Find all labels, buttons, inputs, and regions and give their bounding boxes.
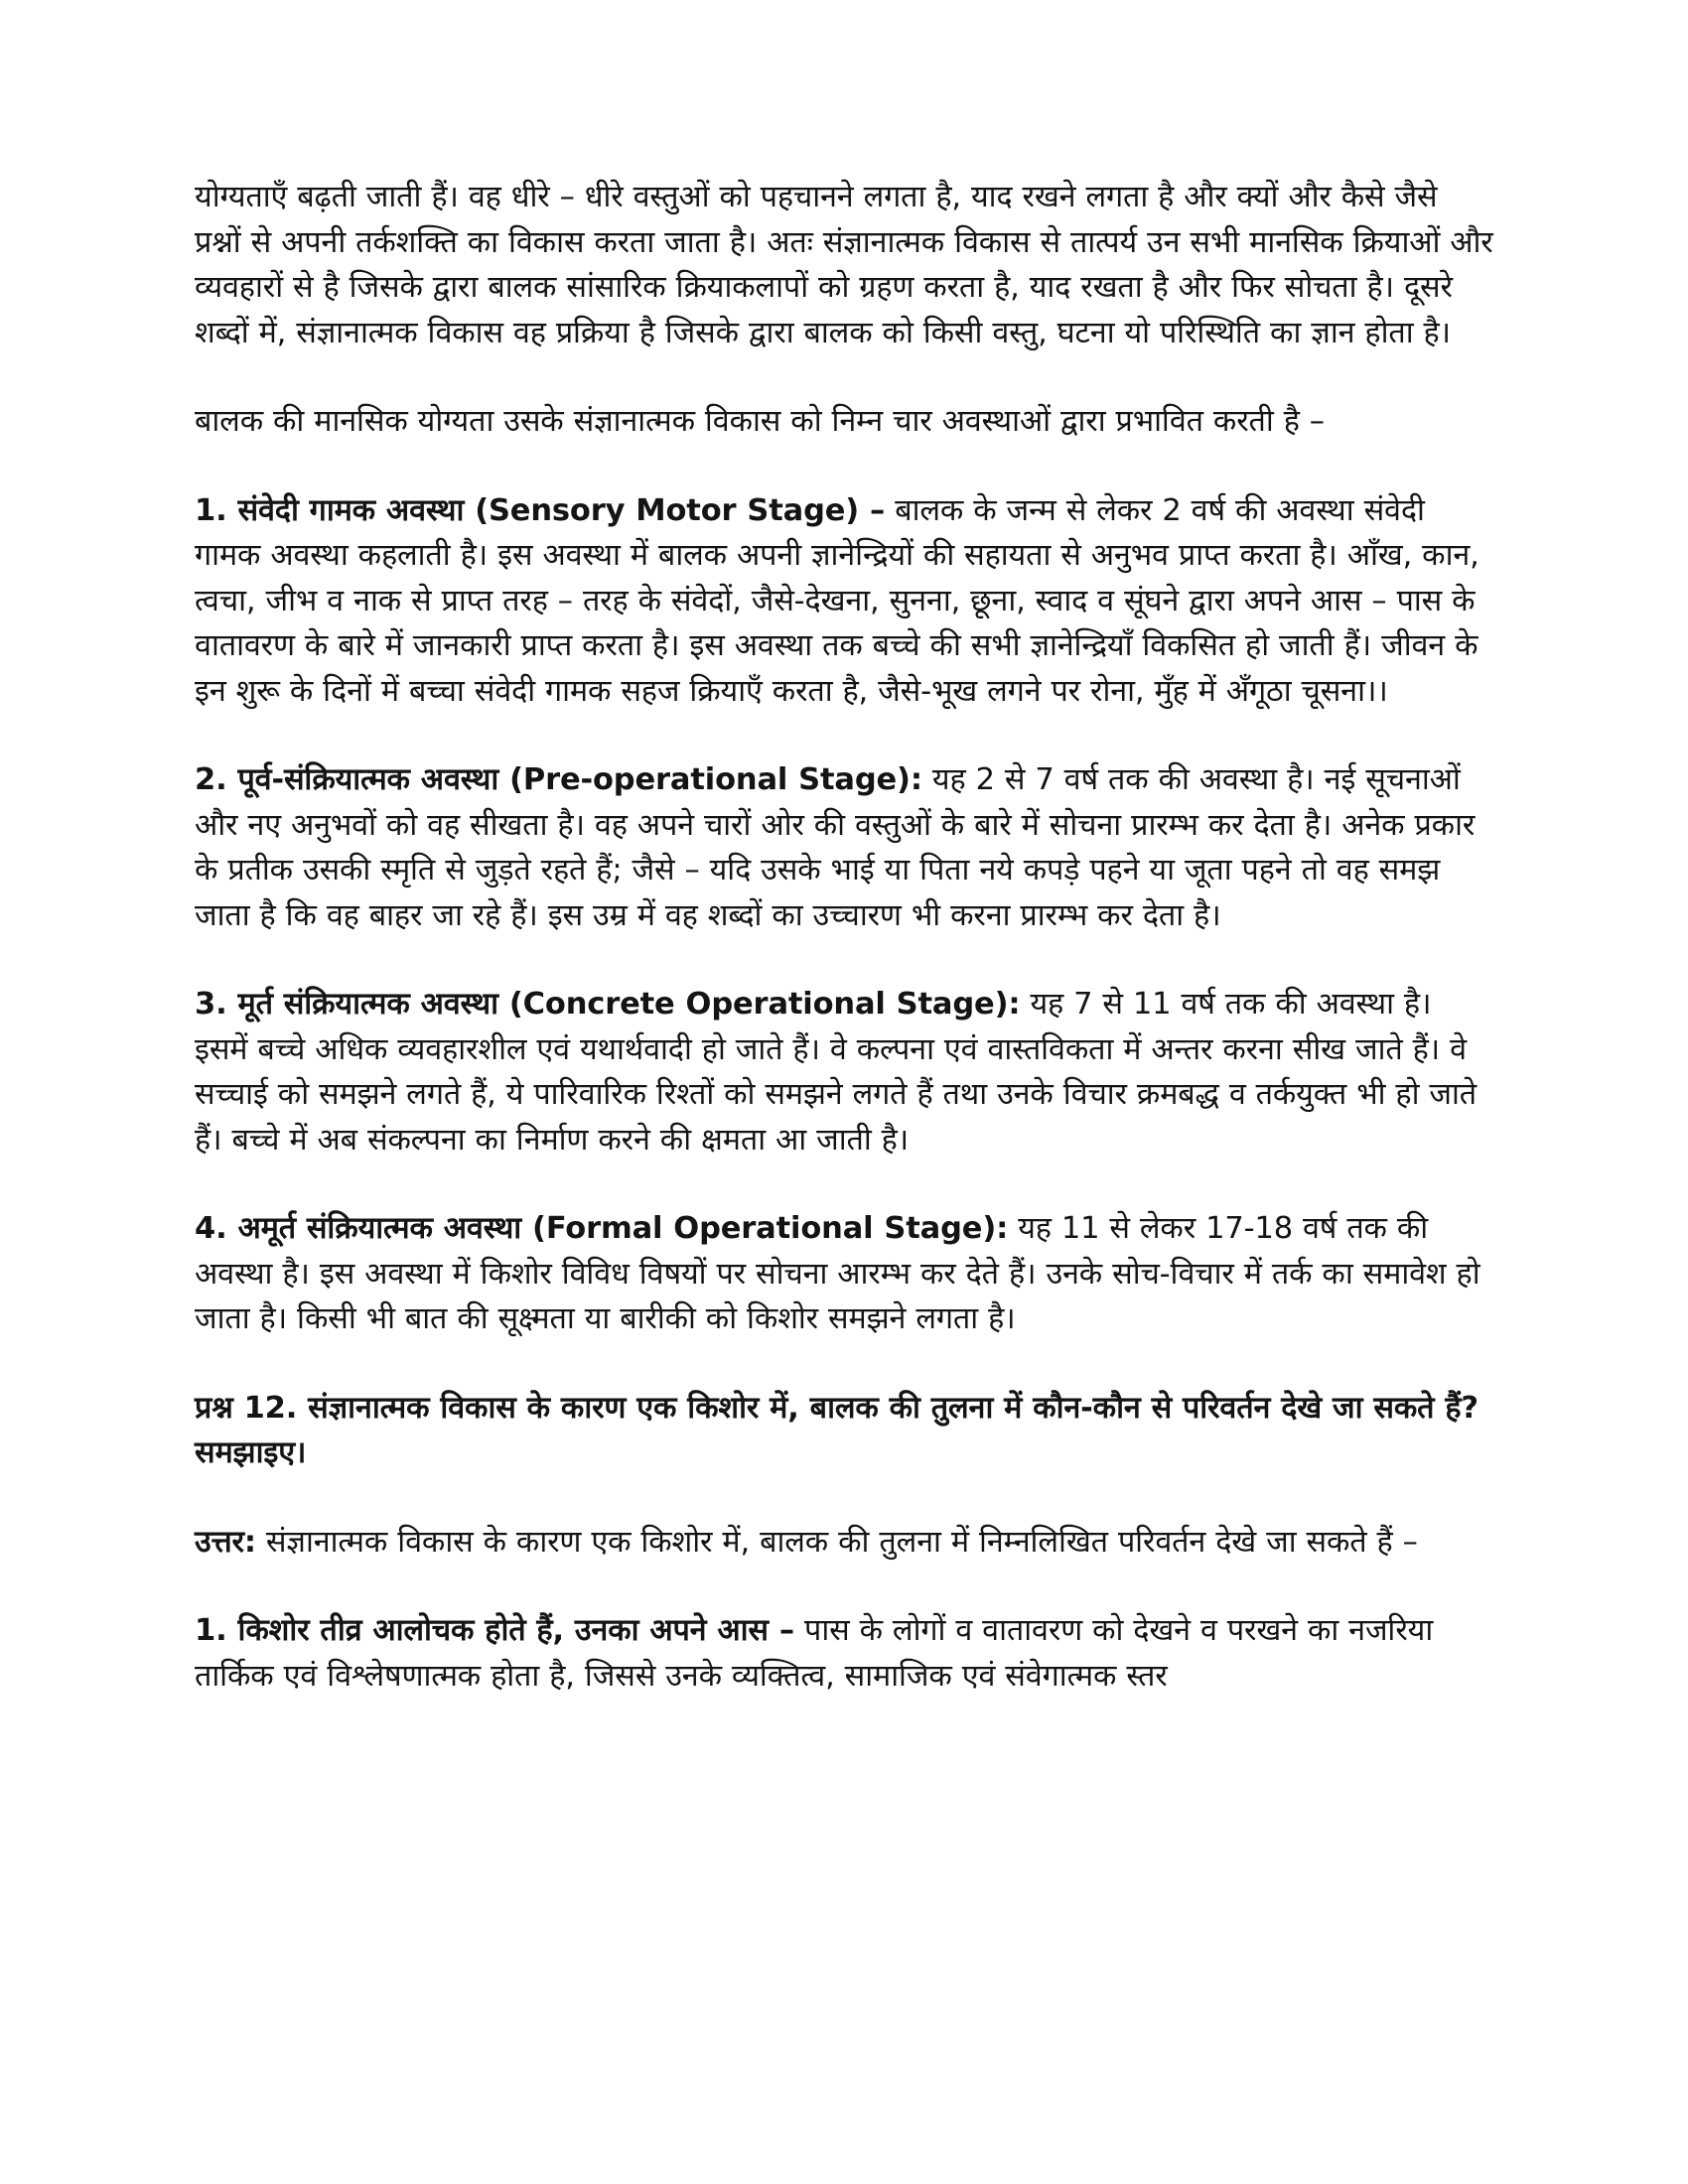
stage-item-3 bbox=[195, 982, 1493, 1162]
stage-item-4 bbox=[195, 1206, 1493, 1342]
answer-point-1 bbox=[195, 1608, 1493, 1699]
stage-3-text: यह 7 से 11 वर्ष तक की अवस्था है। इसमें बच्चे अधिक व्यवहारशील एवं यथार्थवादी हो जाते हैं। वे कल्पना एवं वास्तविकता में अन्तर करना सीख जाते हैं। वे सच्चाई को समझने लगते हैं, ये पारिवारिक रिश्तों को समझने लगते हैं तथा उनके विचार क्रमबद्ध व तर्कयुक्त भी हो जाते हैं। बच्चे में अब संकल्पना का निर्माण करने की क्षमता आ जाती है। bbox=[195, 987, 1477, 1158]
intro-paragraph-text: योग्यताएँ बढ़ती जाती हैं। वह धीरे – धीरे वस्तुओं को पहचानने लगता है, याद रखने लगता है और क्यों और कैसे जैसे प्रश्नों से अपनी तर्कशक्ति का विकास करता जाता है। अतः संज्ञानात्मक विकास से तात्पर्य उन सभी मानसिक क्रियाओं और व्यवहारों से है जिसके द्वारा बालक सांसारिक क्रियाकलापों को ग्रहण करता है, याद रखता है और फिर सोचता है। दूसरे शब्दों में, संज्ञानात्मक विकास वह प्रक्रिया है जिसके द्वारा बालक को किसी वस्तु, घटना यो परिस्थिति का ज्ञान होता है। bbox=[195, 180, 1493, 350]
stage-4-text: यह 11 से लेकर 17-18 वर्ष तक की अवस्था है। इस अवस्था में किशोर विविध विषयों पर सोचना आरम्भ कर देते हैं। उनके सोच-विचार में तर्क का समावेश हो जाता है। किसी भी बात की सूक्ष्मता या बारीकी को किशोर समझने लगता है। bbox=[195, 1211, 1480, 1336]
question-12-text: संज्ञानात्मक विकास के कारण एक किशोर में, बालक की तुलना में कौन-कौन से परिवर्तन देखे जा सकते हैं? समझाइए। bbox=[195, 1390, 1478, 1470]
question-12-label: प्रश्न 12. bbox=[195, 1390, 298, 1426]
stage-4-heading: 4. अमूर्त संक्रियात्मक अवस्था (Formal Operational Stage): bbox=[195, 1211, 1009, 1246]
stages-intro-text: बालक की मानसिक योग्यता उसके संज्ञानात्मक विकास को निम्न चार अवस्थाओं द्वारा प्रभावित करती है – bbox=[195, 404, 1325, 439]
answer-point-1-heading: 1. किशोर तीव्र आलोचक होते हैं, उनका अपने आस – bbox=[195, 1613, 794, 1648]
stages-intro-paragraph bbox=[195, 399, 1493, 445]
intro-paragraph bbox=[195, 175, 1493, 355]
answer-12 bbox=[195, 1520, 1493, 1566]
answer-point-1-text: पास के लोगों व वातावरण को देखने व परखने का नजरिया तार्किक एवं विश्लेषणात्मक होता है, जिससे उनके व्यक्तित्व, सामाजिक एवं संवेगात्मक स्तर bbox=[195, 1613, 1434, 1694]
stage-2-heading: 2. पूर्व-संक्रियात्मक अवस्था (Pre-operational Stage): bbox=[195, 762, 922, 797]
stage-item-1 bbox=[195, 488, 1493, 715]
page-content-column bbox=[195, 175, 1493, 1735]
stage-2-text: यह 2 से 7 वर्ष तक की अवस्था है। नई सूचनाओं और नए अनुभवों को वह सीखता है। वह अपने चारों ओर की वस्तुओं के बारे में सोचना प्रारम्भ कर देता है। अनेक प्रकार के प्रतीक उसकी स्मृति से जुड़ते रहते हैं; जैसे – यदि उसके भाई या पिता नये कपड़े पहने या जूता पहने तो वह समझ जाता है कि वह बाहर जा रहे हैं। इस उम्र में वह शब्दों का उच्चारण भी करना प्रारम्भ कर देता है। bbox=[195, 762, 1476, 933]
stage-item-2 bbox=[195, 757, 1493, 938]
stage-3-heading: 3. मूर्त संक्रियात्मक अवस्था (Concrete Operational Stage): bbox=[195, 987, 1021, 1022]
answer-12-text: संज्ञानात्मक विकास के कारण एक किशोर में, बालक की तुलना में निम्नलिखित परिवर्तन देखे जा सकते हैं – bbox=[255, 1524, 1418, 1560]
stage-1-heading: 1. संवेदी गामक अवस्था (Sensory Motor Stage) – bbox=[195, 492, 886, 528]
question-12 bbox=[195, 1386, 1493, 1476]
answer-12-label: उत्तर: bbox=[195, 1524, 256, 1560]
stage-1-text: बालक के जन्म से लेकर 2 वर्ष की अवस्था संवेदी गामक अवस्था कहलाती है। इस अवस्था में बालक अपनी ज्ञानेन्द्रियों की सहायता से अनुभव प्राप्त करता है। आँख, कान, त्वचा, जीभ व नाक से प्राप्त तरह – तरह के संवेदों, जैसे-देखना, सुनना, छूना, स्वाद व सूंघने द्वारा अपने आस – पास के वातावरण के बारे में जानकारी प्राप्त करता है। इस अवस्था तक बच्चे की सभी ज्ञानेन्द्रियाँ विकसित हो जाती हैं। जीवन के इन शुरू के दिनों में बच्चा संवेदी गामक सहज क्रियाएँ करता है, जैसे-भूख लगने पर रोना, मुँह में अँगूठा चूसना।। bbox=[195, 492, 1479, 709]
